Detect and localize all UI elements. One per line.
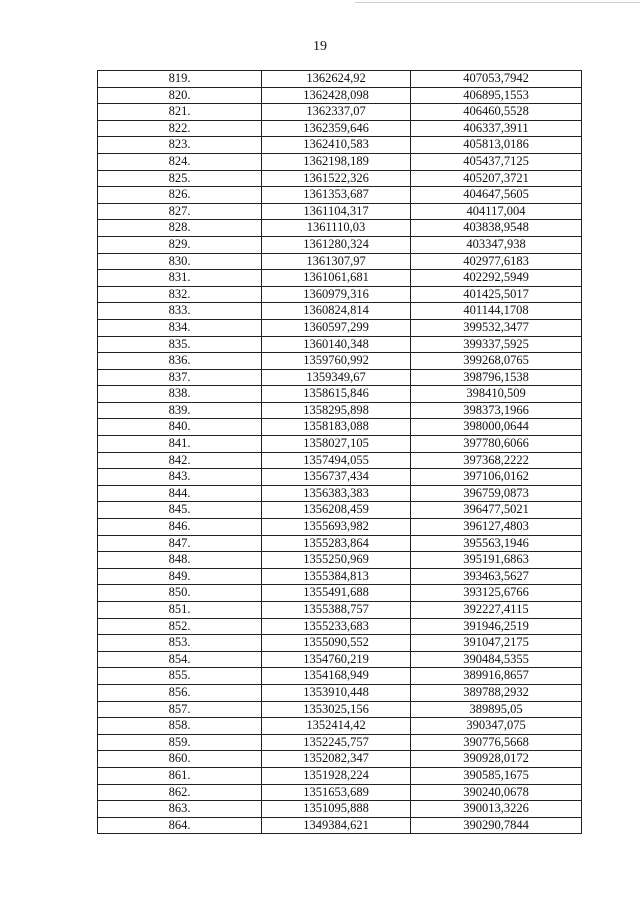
point-number-cell: 855. bbox=[98, 668, 262, 685]
table-row bbox=[98, 419, 582, 436]
x-coordinate-cell: 1359349,67 bbox=[262, 369, 411, 386]
y-coordinate-cell: 399337,5925 bbox=[411, 336, 582, 353]
x-coordinate-cell: 1351095,888 bbox=[262, 801, 411, 818]
point-number-cell: 859. bbox=[98, 734, 262, 751]
y-coordinate-cell: 403347,938 bbox=[411, 236, 582, 253]
table-row bbox=[98, 203, 582, 220]
y-coordinate-cell: 396759,0873 bbox=[411, 485, 582, 502]
table-row bbox=[98, 402, 582, 419]
table-row bbox=[98, 386, 582, 403]
x-coordinate-cell: 1361280,324 bbox=[262, 236, 411, 253]
table-row bbox=[98, 170, 582, 187]
table-row bbox=[98, 651, 582, 668]
y-coordinate-cell: 403838,9548 bbox=[411, 220, 582, 237]
x-coordinate-cell: 1355233,683 bbox=[262, 618, 411, 635]
point-number-cell: 857. bbox=[98, 701, 262, 718]
table-row bbox=[98, 369, 582, 386]
table-row bbox=[98, 701, 582, 718]
table-row bbox=[98, 751, 582, 768]
y-coordinate-cell: 389916,8657 bbox=[411, 668, 582, 685]
point-number-cell: 819. bbox=[98, 71, 262, 88]
y-coordinate-cell: 396477,5021 bbox=[411, 502, 582, 519]
point-number-cell: 856. bbox=[98, 684, 262, 701]
table-row bbox=[98, 784, 582, 801]
point-number-cell: 864. bbox=[98, 817, 262, 834]
table-row bbox=[98, 236, 582, 253]
x-coordinate-cell: 1359760,992 bbox=[262, 353, 411, 370]
table-row bbox=[98, 568, 582, 585]
table-row bbox=[98, 137, 582, 154]
x-coordinate-cell: 1358615,846 bbox=[262, 386, 411, 403]
x-coordinate-cell: 1355693,982 bbox=[262, 519, 411, 536]
x-coordinate-cell: 1358295,898 bbox=[262, 402, 411, 419]
table-row bbox=[98, 668, 582, 685]
table-row bbox=[98, 801, 582, 818]
table-row bbox=[98, 120, 582, 137]
point-number-cell: 845. bbox=[98, 502, 262, 519]
x-coordinate-cell: 1362410,583 bbox=[262, 137, 411, 154]
x-coordinate-cell: 1361307,97 bbox=[262, 253, 411, 270]
y-coordinate-cell: 398796,1538 bbox=[411, 369, 582, 386]
point-number-cell: 853. bbox=[98, 635, 262, 652]
y-coordinate-cell: 389895,05 bbox=[411, 701, 582, 718]
point-number-cell: 860. bbox=[98, 751, 262, 768]
table-row bbox=[98, 535, 582, 552]
x-coordinate-cell: 1361522,326 bbox=[262, 170, 411, 187]
table-row bbox=[98, 519, 582, 536]
x-coordinate-cell: 1356737,434 bbox=[262, 469, 411, 486]
point-number-cell: 826. bbox=[98, 187, 262, 204]
y-coordinate-cell: 397368,2222 bbox=[411, 452, 582, 469]
point-number-cell: 825. bbox=[98, 170, 262, 187]
point-number-cell: 822. bbox=[98, 120, 262, 137]
point-number-cell: 841. bbox=[98, 436, 262, 453]
y-coordinate-cell: 391047,2175 bbox=[411, 635, 582, 652]
y-coordinate-cell: 396127,4803 bbox=[411, 519, 582, 536]
y-coordinate-cell: 406337,3911 bbox=[411, 120, 582, 137]
y-coordinate-cell: 390585,1675 bbox=[411, 767, 582, 784]
table-row bbox=[98, 104, 582, 121]
x-coordinate-cell: 1352245,757 bbox=[262, 734, 411, 751]
x-coordinate-cell: 1355384,813 bbox=[262, 568, 411, 585]
x-coordinate-cell: 1354760,219 bbox=[262, 651, 411, 668]
x-coordinate-cell: 1353910,448 bbox=[262, 684, 411, 701]
top-edge-rule bbox=[355, 2, 640, 3]
table-row bbox=[98, 353, 582, 370]
point-number-cell: 861. bbox=[98, 767, 262, 784]
x-coordinate-cell: 1355250,969 bbox=[262, 552, 411, 569]
y-coordinate-cell: 390347,075 bbox=[411, 718, 582, 735]
page-number: 19 bbox=[313, 39, 327, 54]
table-row bbox=[98, 618, 582, 635]
y-coordinate-cell: 406895,1553 bbox=[411, 87, 582, 104]
x-coordinate-cell: 1361110,03 bbox=[262, 220, 411, 237]
point-number-cell: 852. bbox=[98, 618, 262, 635]
x-coordinate-cell: 1355283,864 bbox=[262, 535, 411, 552]
x-coordinate-cell: 1362624,92 bbox=[262, 71, 411, 88]
point-number-cell: 838. bbox=[98, 386, 262, 403]
table-row bbox=[98, 319, 582, 336]
point-number-cell: 832. bbox=[98, 286, 262, 303]
x-coordinate-cell: 1353025,156 bbox=[262, 701, 411, 718]
y-coordinate-cell: 404647,5605 bbox=[411, 187, 582, 204]
table-row bbox=[98, 153, 582, 170]
table-row bbox=[98, 436, 582, 453]
point-number-cell: 824. bbox=[98, 153, 262, 170]
x-coordinate-cell: 1351653,689 bbox=[262, 784, 411, 801]
point-number-cell: 843. bbox=[98, 469, 262, 486]
y-coordinate-cell: 398373,1966 bbox=[411, 402, 582, 419]
y-coordinate-cell: 401144,1708 bbox=[411, 303, 582, 320]
point-number-cell: 837. bbox=[98, 369, 262, 386]
table-row bbox=[98, 270, 582, 287]
x-coordinate-cell: 1355090,552 bbox=[262, 635, 411, 652]
y-coordinate-cell: 398000,0644 bbox=[411, 419, 582, 436]
point-number-cell: 854. bbox=[98, 651, 262, 668]
x-coordinate-cell: 1362337,07 bbox=[262, 104, 411, 121]
y-coordinate-cell: 397780,6066 bbox=[411, 436, 582, 453]
y-coordinate-cell: 405207,3721 bbox=[411, 170, 582, 187]
point-number-cell: 821. bbox=[98, 104, 262, 121]
x-coordinate-cell: 1349384,621 bbox=[262, 817, 411, 834]
y-coordinate-cell: 390484,5355 bbox=[411, 651, 582, 668]
x-coordinate-cell: 1351928,224 bbox=[262, 767, 411, 784]
point-number-cell: 830. bbox=[98, 253, 262, 270]
table-row bbox=[98, 767, 582, 784]
table-row bbox=[98, 635, 582, 652]
x-coordinate-cell: 1362428,098 bbox=[262, 87, 411, 104]
point-number-cell: 831. bbox=[98, 270, 262, 287]
table-row bbox=[98, 734, 582, 751]
y-coordinate-cell: 401425,5017 bbox=[411, 286, 582, 303]
point-number-cell: 850. bbox=[98, 585, 262, 602]
table-row bbox=[98, 817, 582, 834]
y-coordinate-cell: 405437,7125 bbox=[411, 153, 582, 170]
x-coordinate-cell: 1357494,055 bbox=[262, 452, 411, 469]
y-coordinate-cell: 390928,0172 bbox=[411, 751, 582, 768]
y-coordinate-cell: 398410,509 bbox=[411, 386, 582, 403]
table-row bbox=[98, 452, 582, 469]
y-coordinate-cell: 393125,6766 bbox=[411, 585, 582, 602]
point-number-cell: 862. bbox=[98, 784, 262, 801]
table-row bbox=[98, 286, 582, 303]
x-coordinate-cell: 1356383,383 bbox=[262, 485, 411, 502]
x-coordinate-cell: 1352414,42 bbox=[262, 718, 411, 735]
table-row bbox=[98, 485, 582, 502]
y-coordinate-cell: 397106,0162 bbox=[411, 469, 582, 486]
y-coordinate-cell: 391946,2519 bbox=[411, 618, 582, 635]
point-number-cell: 835. bbox=[98, 336, 262, 353]
table-row bbox=[98, 336, 582, 353]
y-coordinate-cell: 405813,0186 bbox=[411, 137, 582, 154]
y-coordinate-cell: 390013,3226 bbox=[411, 801, 582, 818]
table-row bbox=[98, 718, 582, 735]
y-coordinate-cell: 402977,6183 bbox=[411, 253, 582, 270]
y-coordinate-cell: 395563,1946 bbox=[411, 535, 582, 552]
y-coordinate-cell: 390240,0678 bbox=[411, 784, 582, 801]
table-row bbox=[98, 585, 582, 602]
x-coordinate-cell: 1358183,088 bbox=[262, 419, 411, 436]
table-row bbox=[98, 71, 582, 88]
point-number-cell: 863. bbox=[98, 801, 262, 818]
x-coordinate-cell: 1358027,105 bbox=[262, 436, 411, 453]
point-number-cell: 846. bbox=[98, 519, 262, 536]
point-number-cell: 844. bbox=[98, 485, 262, 502]
x-coordinate-cell: 1361061,681 bbox=[262, 270, 411, 287]
x-coordinate-cell: 1362359,646 bbox=[262, 120, 411, 137]
x-coordinate-cell: 1355388,757 bbox=[262, 602, 411, 619]
x-coordinate-cell: 1355491,688 bbox=[262, 585, 411, 602]
y-coordinate-cell: 399268,0765 bbox=[411, 353, 582, 370]
table-row bbox=[98, 253, 582, 270]
table-row bbox=[98, 220, 582, 237]
x-coordinate-cell: 1354168,949 bbox=[262, 668, 411, 685]
x-coordinate-cell: 1362198,189 bbox=[262, 153, 411, 170]
x-coordinate-cell: 1360824,814 bbox=[262, 303, 411, 320]
coordinates-table-body bbox=[98, 71, 582, 834]
point-number-cell: 833. bbox=[98, 303, 262, 320]
x-coordinate-cell: 1361353,687 bbox=[262, 187, 411, 204]
point-number-cell: 858. bbox=[98, 718, 262, 735]
coordinates-table bbox=[97, 70, 582, 834]
point-number-cell: 842. bbox=[98, 452, 262, 469]
table-row bbox=[98, 602, 582, 619]
y-coordinate-cell: 404117,004 bbox=[411, 203, 582, 220]
x-coordinate-cell: 1356208,459 bbox=[262, 502, 411, 519]
y-coordinate-cell: 406460,5528 bbox=[411, 104, 582, 121]
table-row bbox=[98, 684, 582, 701]
x-coordinate-cell: 1360597,299 bbox=[262, 319, 411, 336]
table-row bbox=[98, 502, 582, 519]
table-row bbox=[98, 552, 582, 569]
y-coordinate-cell: 402292,5949 bbox=[411, 270, 582, 287]
point-number-cell: 827. bbox=[98, 203, 262, 220]
y-coordinate-cell: 395191,6863 bbox=[411, 552, 582, 569]
y-coordinate-cell: 390290,7844 bbox=[411, 817, 582, 834]
point-number-cell: 851. bbox=[98, 602, 262, 619]
point-number-cell: 849. bbox=[98, 568, 262, 585]
table-row bbox=[98, 303, 582, 320]
y-coordinate-cell: 407053,7942 bbox=[411, 71, 582, 88]
y-coordinate-cell: 392227,4115 bbox=[411, 602, 582, 619]
table-row bbox=[98, 87, 582, 104]
point-number-cell: 848. bbox=[98, 552, 262, 569]
point-number-cell: 823. bbox=[98, 137, 262, 154]
y-coordinate-cell: 393463,5627 bbox=[411, 568, 582, 585]
point-number-cell: 840. bbox=[98, 419, 262, 436]
y-coordinate-cell: 389788,2932 bbox=[411, 684, 582, 701]
point-number-cell: 820. bbox=[98, 87, 262, 104]
y-coordinate-cell: 390776,5668 bbox=[411, 734, 582, 751]
point-number-cell: 834. bbox=[98, 319, 262, 336]
point-number-cell: 828. bbox=[98, 220, 262, 237]
table-row bbox=[98, 187, 582, 204]
y-coordinate-cell: 399532,3477 bbox=[411, 319, 582, 336]
point-number-cell: 829. bbox=[98, 236, 262, 253]
table-row bbox=[98, 469, 582, 486]
x-coordinate-cell: 1360979,316 bbox=[262, 286, 411, 303]
x-coordinate-cell: 1361104,317 bbox=[262, 203, 411, 220]
point-number-cell: 847. bbox=[98, 535, 262, 552]
x-coordinate-cell: 1352082,347 bbox=[262, 751, 411, 768]
x-coordinate-cell: 1360140,348 bbox=[262, 336, 411, 353]
point-number-cell: 836. bbox=[98, 353, 262, 370]
point-number-cell: 839. bbox=[98, 402, 262, 419]
